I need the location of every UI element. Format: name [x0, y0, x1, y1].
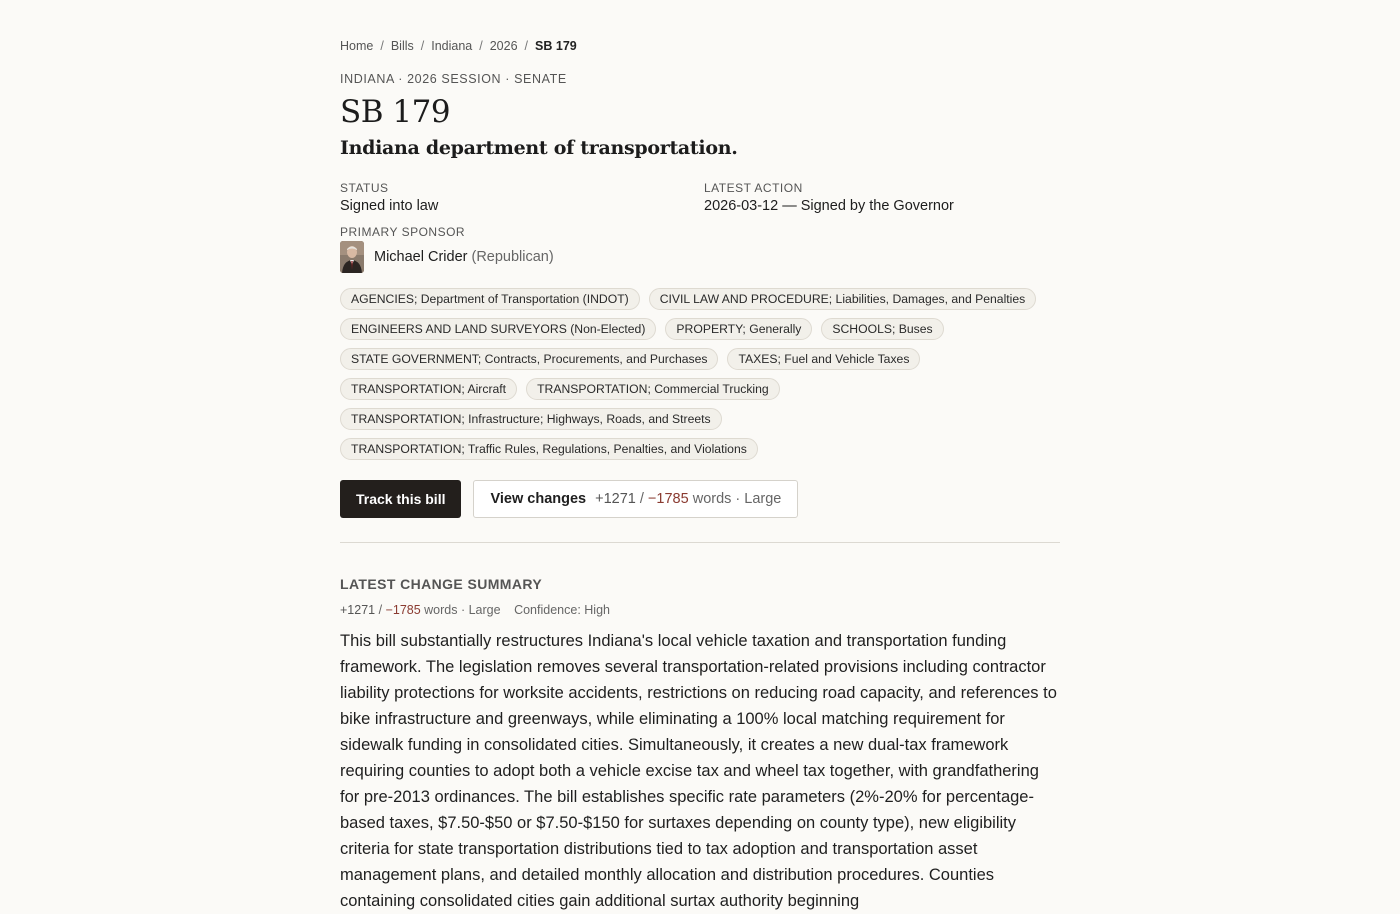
status-label: STATUS — [340, 181, 389, 195]
summary-diff-separator: / — [378, 603, 383, 617]
summary-words-removed: −1785 — [385, 603, 421, 617]
view-changes-button[interactable] — [473, 480, 798, 518]
subject-tag[interactable]: TAXES; Fuel and Vehicle Taxes — [727, 348, 920, 370]
breadcrumb-separator: / — [380, 39, 384, 53]
sponsor-row — [340, 241, 554, 273]
change-size: words · Large — [692, 491, 782, 507]
subject-tag[interactable]: SCHOOLS; Buses — [821, 318, 943, 340]
view-changes-label: View changes — [490, 491, 587, 507]
summary-meta — [340, 603, 610, 617]
summary-words-added: +1271 — [340, 603, 376, 617]
breadcrumb-home[interactable]: Home — [340, 39, 374, 53]
subject-tag[interactable]: TRANSPORTATION; Aircraft — [340, 378, 517, 400]
tag-row — [340, 318, 1060, 348]
bill-number: SB 179 — [340, 94, 451, 130]
summary-heading: LATEST CHANGE SUMMARY — [340, 576, 543, 592]
breadcrumb — [340, 39, 577, 53]
session-kicker: INDIANA · 2026 SESSION · SENATE — [340, 72, 567, 86]
breadcrumb-bills[interactable]: Bills — [390, 39, 414, 53]
breadcrumb-current: SB 179 — [535, 39, 577, 53]
sponsor-name[interactable]: Michael Crider — [374, 249, 468, 265]
subject-tag[interactable]: TRANSPORTATION; Traffic Rules, Regulations, Penalties, and Violations — [340, 438, 758, 460]
summary-body: This bill substantially restructures Indiana's local vehicle taxation and transportation funding framework. The legislation removes several transportation-related provisions including contractor liability protections for worksite accidents, restrictions on reducing road capacity, and references to bike infrastructure and greenways, while eliminating a 100% local matching requirement for sidewalk funding in consolidated cities. Simultaneously, it creates a new dual-tax framework requiring counties to adopt both a vehicle excise tax and wheel tax together, with grandfathering for pre-2013 ordinances. The bill establishes specific rate parameters (2%-20% for percentage-based taxes, $7.50-$50 or $7.50-$150 for surtaxes depending on county type), new eligibility criteria for state transportation distributions tied to tax adoption and transportation asset management plans, and detailed monthly allocation and distribution procedures. Counties containing consolidated cities gain additional surtax authority beginning — [340, 632, 1057, 910]
words-added: +1271 — [595, 491, 636, 507]
latest-action-value: 2026-03-12 — Signed by the Governor — [704, 198, 954, 214]
breadcrumb-separator: / — [420, 39, 425, 53]
bill-title: Indiana department of transportation. — [340, 137, 738, 159]
tag-row — [340, 438, 1060, 468]
diff-separator: / — [639, 491, 644, 507]
subject-tag[interactable]: STATE GOVERNMENT; Contracts, Procurements, and Purchases — [340, 348, 718, 370]
breadcrumb-year[interactable]: 2026 — [489, 39, 518, 53]
subject-tag[interactable]: TRANSPORTATION; Commercial Trucking — [526, 378, 780, 400]
sponsor-label: PRIMARY SPONSOR — [340, 225, 466, 239]
breadcrumb-separator: / — [479, 39, 483, 53]
status-block — [340, 181, 438, 214]
bill-actions — [340, 480, 798, 518]
breadcrumb-state[interactable]: Indiana — [431, 39, 473, 53]
track-bill-button[interactable]: Track this bill — [340, 480, 461, 518]
tag-row — [340, 288, 1060, 318]
tag-row — [340, 348, 1060, 378]
status-value: Signed into law — [340, 198, 439, 214]
summary-change-size: words · Large — [424, 603, 501, 617]
subject-tag[interactable]: PROPERTY; Generally — [665, 318, 812, 340]
tag-row — [340, 378, 1060, 408]
tag-row — [340, 408, 1060, 438]
breadcrumb-separator: / — [524, 39, 529, 53]
subject-tag[interactable]: TRANSPORTATION; Infrastructure; Highways, Roads, and Streets — [340, 408, 722, 430]
sponsor-block — [340, 225, 554, 273]
words-removed: −1785 — [647, 491, 689, 507]
subject-tag[interactable]: AGENCIES; Department of Transportation (INDOT) — [340, 288, 640, 310]
section-divider — [340, 542, 1060, 543]
subject-tags — [340, 288, 1060, 468]
summary-confidence: Confidence: High — [514, 603, 610, 617]
latest-action-block — [704, 181, 954, 214]
subject-tag[interactable]: CIVIL LAW AND PROCEDURE; Liabilities, Damages, and Penalties — [649, 288, 1037, 310]
sponsor-party: (Republican) — [471, 249, 554, 265]
subject-tag[interactable]: ENGINEERS AND LAND SURVEYORS (Non-Elected) — [340, 318, 656, 340]
avatar — [340, 241, 364, 273]
latest-action-label: LATEST ACTION — [704, 181, 803, 195]
